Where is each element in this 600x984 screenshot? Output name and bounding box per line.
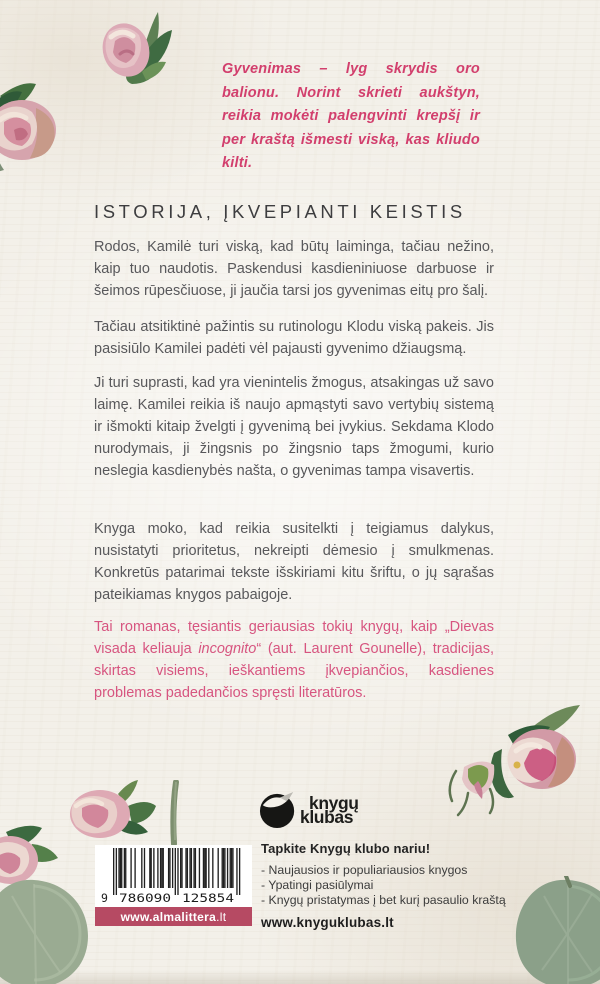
rose-bottom-left-icon <box>0 818 64 896</box>
logo-line2: klubas <box>300 807 354 827</box>
blurb-paragraph-4: Knyga moko, kad reikia susitelkti į teigiamus dalykus, nusistatyti prioritetus, nekreipti dėmesio į smulkmenas. Konkretūs patarimai tekste išskiriami kitu šriftu, o jų sąrašas pateikiamas knygos pabaigoje. <box>94 521 494 603</box>
highlight-prefix: Tai romanas, tęsiantis geriausias tokių knygų, kaip „Dievas visada keliauja <box>94 619 494 657</box>
bottom-shadow <box>0 970 600 984</box>
svg-text:9: 9 <box>101 891 108 905</box>
blurb-heading: ISTORIJA, ĮKVEPIANTI KEISTIS <box>94 201 466 222</box>
blurb-paragraph-2: Tačiau atsitiktinė pažintis su rutinologu Klodu viską pakeis. Jis pasisiūlo Kamilei padėti vėl pajausti gyvenimo džiaugsmą. <box>94 319 494 357</box>
club-headline: Tapkite Knygų klubo nariu! <box>261 841 431 856</box>
rose-bud-top-icon <box>96 2 178 94</box>
svg-text:786090: 786090 <box>119 891 172 905</box>
highlight-suffix: “ (aut. Laurent Gounelle), tradicijas, skirtas visiems, ieškantiems įkvepiančios, kasdienes problemas padedančios spręsti literatūros. <box>94 641 494 701</box>
club-bullets <box>261 863 561 909</box>
club-info <box>261 841 561 930</box>
rose-cluster-right-icon <box>438 693 588 825</box>
stem-barcode-icon <box>162 780 188 846</box>
isbn-barcode <box>95 845 252 907</box>
club-bullet-1: - Naujausios ir populiariausios knygos <box>261 863 468 877</box>
knygu-klubas-logo-icon <box>259 790 297 830</box>
blurb-paragraph-3: Ji turi suprasti, kad yra vienintelis žmogus, atsakingas už savo laimę. Kamilei reikia iš naujo apmąstyti savo vertybių sistemą ir išmokti kitaip žvelgti į gyvenimą bei įvykius. Sekdama Klodo nurodymais, ji žingsnis po žingsnio taps žmogumi, kurio neslegia kasdienybės našta, o gyvenimas tampa visavertis. <box>94 375 494 479</box>
rose-left-edge-icon <box>0 78 70 176</box>
rose-above-barcode-icon <box>58 776 162 850</box>
banner-url-bold: www.almalittera <box>120 909 217 924</box>
club-website: www.knyguklubas.lt <box>261 914 394 930</box>
blurb-paragraph-1: Rodos, Kamilė turi viską, kad būtų laiminga, tačiau nežino, kaip tuo naudotis. Paskendusi kasdieniniuose darbuose ir šeimos rūpesčiuose, ji jaučia tarsi jos gyvenimas eitų pro šalį. <box>94 239 494 299</box>
highlight-paragraph <box>94 616 494 704</box>
knygu-klubas-logo-text <box>300 793 359 830</box>
logo-line1: knygų <box>309 793 359 813</box>
eucalyptus-leaf-bottom-left-icon <box>0 878 94 984</box>
cover-quote: Gyvenimas – lyg skrydis oro balionu. Norint skrieti aukštyn, reikia mokėti palengvinti krepšį ir per kraštą išmesti viską, kas kliudo kilti. <box>222 61 480 171</box>
almalittera-banner <box>95 907 252 926</box>
banner-url-suffix: .lt <box>216 909 227 924</box>
highlight-italic-word: incognito <box>198 641 257 657</box>
knygu-klubas-logo <box>259 790 359 830</box>
barcode-bars <box>95 845 252 905</box>
club-bullet-3: - Knygų pristatymas į bet kurį pasaulio kraštą <box>261 893 506 908</box>
svg-text:125854: 125854 <box>182 891 235 905</box>
club-bullet-2: - Ypatingi pasiūlymai <box>261 878 374 893</box>
